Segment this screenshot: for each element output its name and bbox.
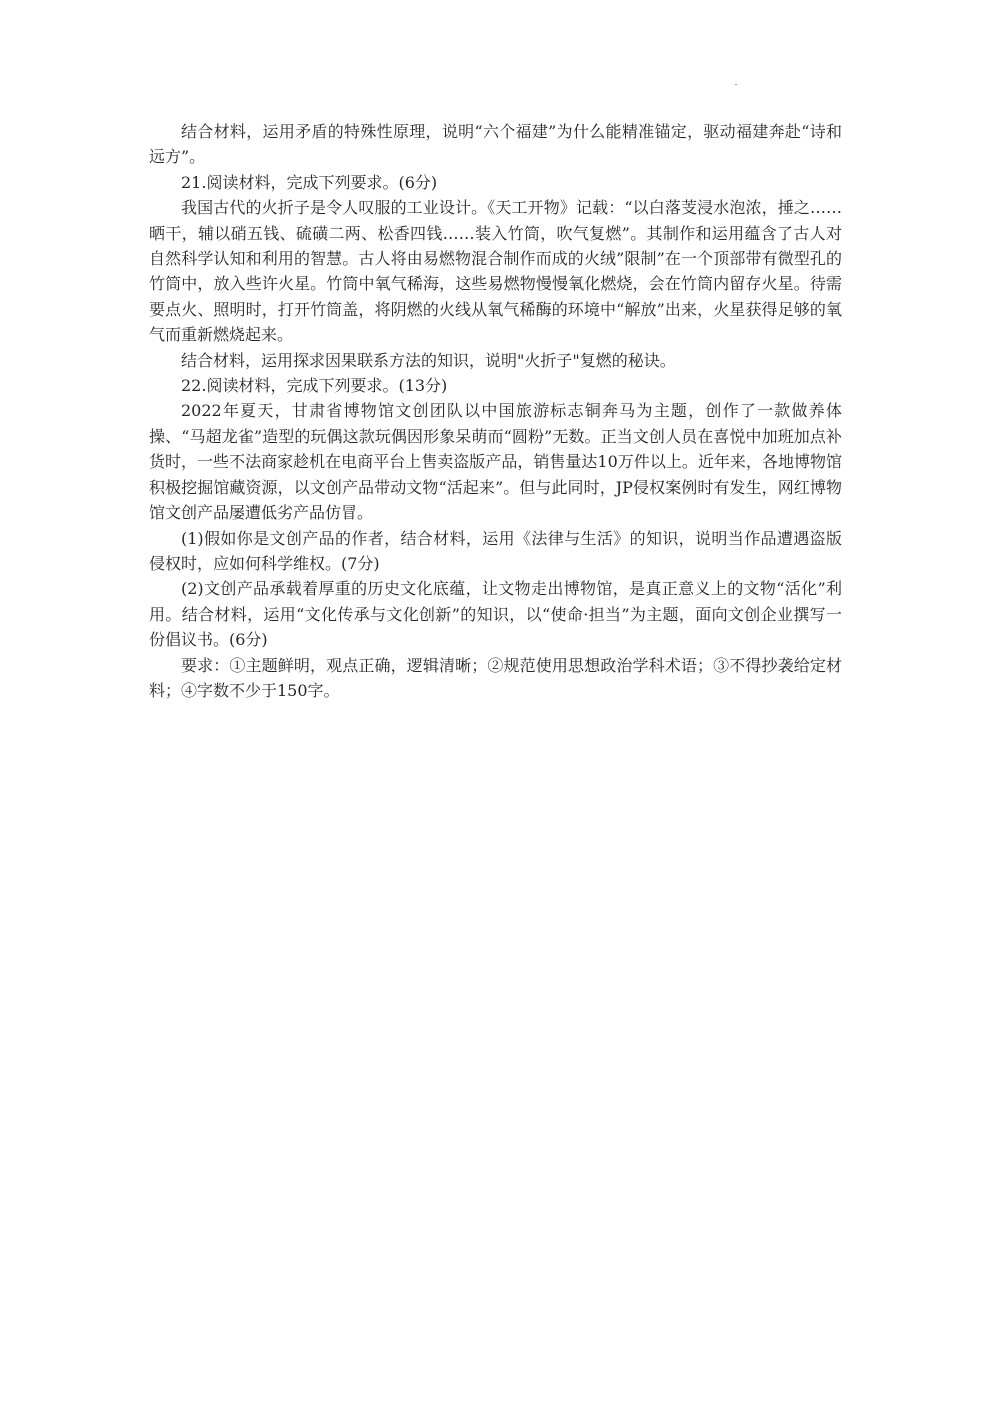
paragraph-q22-material: 2022年夏天，甘肃省博物馆文创团队以中国旅游标志铜奔马为主题，创作了一款做养体操、“马超龙雀”造型的玩偶这款玩偶因形象呆萌而“圆粉”无数。正当文创人员在喜悦中加班加点补货时，一些不法商家趁机在电商平台上售卖盗版产品，销售量达10万件以上。近年来，各地博物馆积极挖掘馆藏资源，以文创产品带动文物“活起来”。但与此同时，JP侵权案例时有发生，网红博物馆文创产品屡遭低劣产品仿冒。 <box>149 401 842 523</box>
paragraph-q21-material: 我国古代的火折子是令人叹服的工业设计。《天工开物》记载：“以白落芰浸水泡浓，捶之……晒干，辅以硝五钱、硫磺二两、松香四钱……装入竹筒，吹气复燃”。其制作和运用蕴含了古人对自然科学认知和利用的智慧。古人将由易燃物混合制作而成的火绒”限制”在一个顶部带有微型孔的竹筒中，放入些许火星。竹筒中氧气稀海，这些易燃物慢慢氧化燃烧，会在竹筒内留存火星。待需要点火、照明时，打开竹筒盖，将阴燃的火线从氧气稀酶的环境中“解放”出来，火星获得足够的氧气而重新燃烧起来。 <box>149 198 842 345</box>
paragraph-q22-sub2: (2)文创产品承载着厚重的历史文化底蕴，让文物走出博物馆，是真正意义上的文物“活化”利用。结合材料，运用“文化传承与文化创新”的知识，以“使命·担当”为主题，面向文创企业撰写一份倡议书。(6分) <box>149 579 842 650</box>
paragraph-q22-sub1: (1)假如你是文创产品的作者，结合材料，运用《法律与生活》的知识，说明当作品遭遇盗版侵权时，应如何科学维权。(7分) <box>149 528 842 573</box>
question-21-heading: 21.阅读材料，完成下列要求。(6分) <box>181 172 438 192</box>
question-text <box>149 119 842 703</box>
paragraph-q21-prompt: 结合材料，运用探求因果联系方法的知识，说明"火折子"复燃的秘诀。 <box>181 350 676 370</box>
paragraph-q20-prompt: 结合材料，运用矛盾的特殊性原理，说明“六个福建”为什么能精准锚定，驱动福建奔赴“诗和远方”。 <box>149 122 842 167</box>
paragraph-q22-requirements: 要求：①主题鲜明，观点正确，逻辑清晰；②规范使用思想政治学科术语；③不得抄袭给定材料；④字数不少于150字。 <box>149 655 842 700</box>
scan-mark <box>735 84 737 85</box>
question-22-heading: 22.阅读材料，完成下列要求。(13分) <box>181 376 448 396</box>
